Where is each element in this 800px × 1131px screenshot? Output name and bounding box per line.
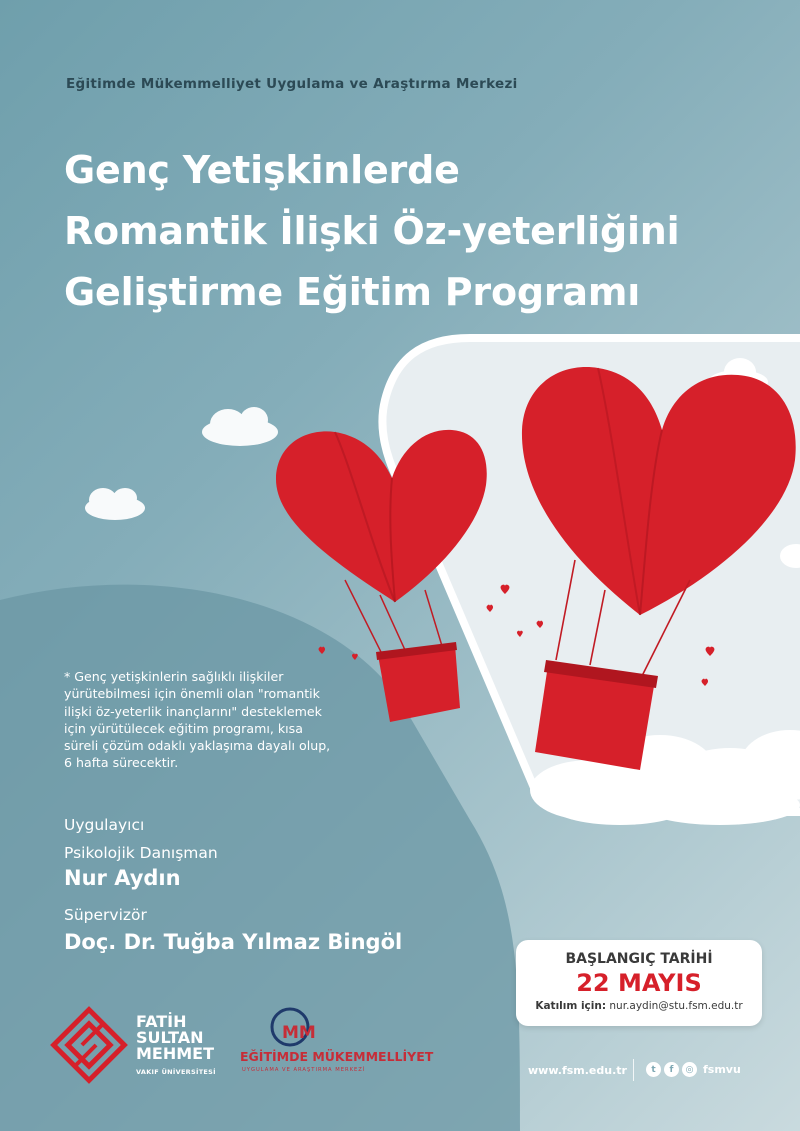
title-line-3: Geliştirme Eğitim Programı xyxy=(64,270,641,314)
social-links xyxy=(646,1062,741,1077)
practitioner-name: Nur Aydın xyxy=(64,866,181,890)
program-description xyxy=(64,668,364,772)
contact-email[interactable]: nur.aydin@stu.fsm.edu.tr xyxy=(609,1000,743,1012)
organization-header: Eğitimde Mükemmelliyet Uygulama ve Araştırma Merkezi xyxy=(66,76,518,92)
university-name xyxy=(136,1014,214,1062)
start-date-label: BAŞLANGIÇ TARİHİ xyxy=(565,951,713,967)
practitioner-role-label: Uygulayıcı xyxy=(64,816,145,834)
start-date-box xyxy=(516,940,762,1026)
description-line: süreli çözüm odaklı yaklaşıma dayalı olup, xyxy=(64,738,331,754)
description-line: için yürütülecek eğitim programı, kısa xyxy=(64,720,303,736)
instagram-icon[interactable]: ◎ xyxy=(682,1062,697,1077)
cloud-mid xyxy=(202,407,278,446)
website-link[interactable]: www.fsm.edu.tr xyxy=(528,1064,627,1077)
description-line: 6 hafta sürecektir. xyxy=(64,755,179,771)
cloud-left xyxy=(85,488,145,520)
university-line-3: MEHMET xyxy=(136,1044,215,1063)
footer-divider xyxy=(633,1059,634,1081)
center-name: EĞİTİMDE MÜKEMMELLİYET xyxy=(240,1049,434,1064)
start-date: 22 MAYIS xyxy=(576,969,702,997)
university-subtitle: VAKIF ÜNİVERSİTESİ xyxy=(136,1068,216,1076)
twitter-icon[interactable]: t xyxy=(646,1062,661,1077)
facebook-icon[interactable]: f xyxy=(664,1062,679,1077)
practitioner-title-label: Psikolojik Danışman xyxy=(64,844,218,862)
fsm-logo-icon xyxy=(50,1006,128,1084)
join-label: Katılım için: xyxy=(535,1000,607,1012)
description-line: * Genç yetişkinlerin sağlıklı ilişkiler xyxy=(64,669,284,684)
supervisor-label: Süpervizör xyxy=(64,906,147,924)
university-line-1: FATİH xyxy=(136,1012,187,1031)
center-subtitle: UYGULAMA VE ARAŞTIRMA MERKEZİ xyxy=(242,1067,366,1073)
svg-text:MM: MM xyxy=(282,1023,316,1043)
center-logo-icon xyxy=(268,1005,320,1049)
title-line-2: Romantik İlişki Öz-yeterliğini xyxy=(64,209,680,253)
description-line: ilişki öz-yeterlik inançlarını" desteklemek xyxy=(64,703,322,719)
contact-line xyxy=(516,1000,762,1012)
social-handle[interactable]: fsmvu xyxy=(703,1063,741,1076)
title-line-1: Genç Yetişkinlerde xyxy=(64,148,460,192)
page-title xyxy=(64,140,679,323)
description-line: yürütebilmesi için önemli olan "romantik xyxy=(64,686,320,702)
supervisor-name: Doç. Dr. Tuğba Yılmaz Bingöl xyxy=(64,930,403,954)
university-line-2: SULTAN xyxy=(136,1028,204,1047)
